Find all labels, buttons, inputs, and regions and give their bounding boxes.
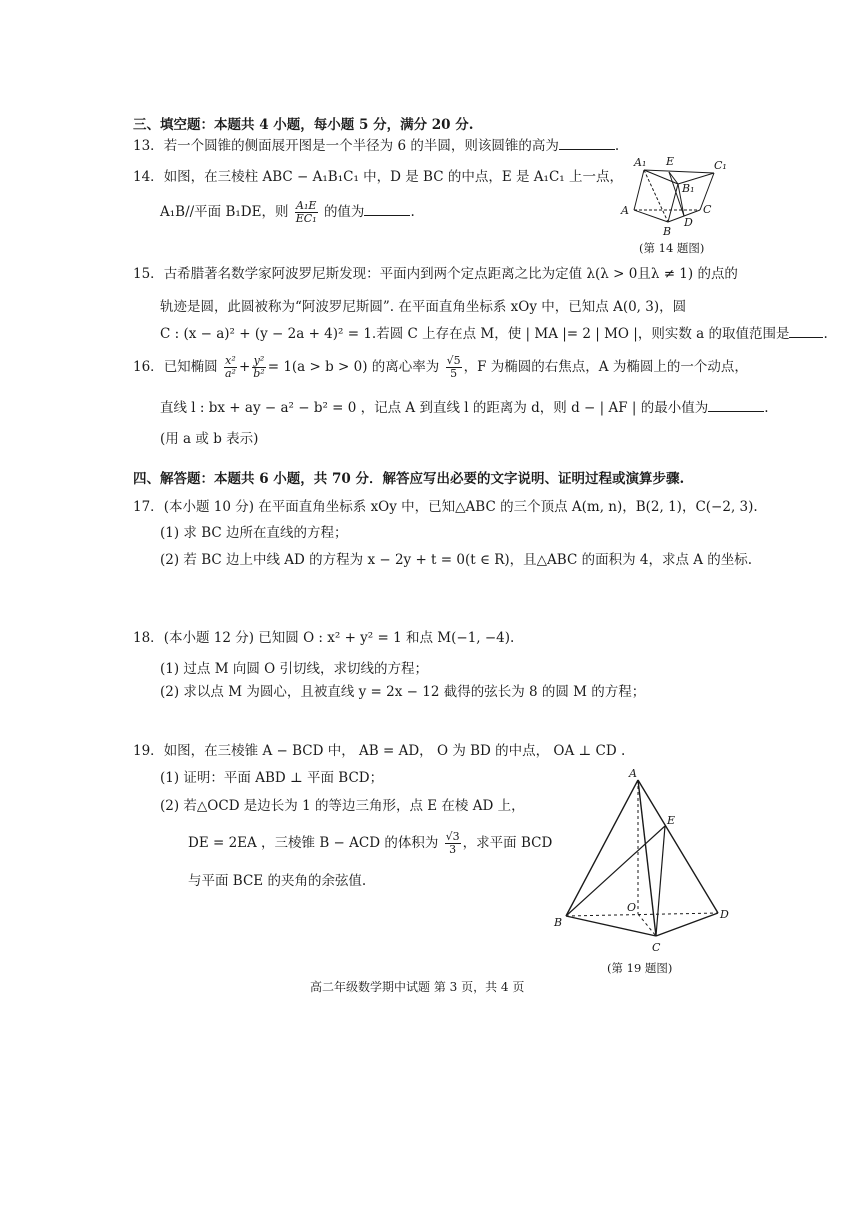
q14-answer-blank [364,215,410,216]
q13-answer-blank [559,149,615,150]
figure-14-caption: (第 14 题图) [639,241,705,255]
label-C1: C₁ [714,159,727,172]
q16-frac-eccentricity: $\frac{√5}{5}$ [446,354,461,380]
question-19-part1: (1) 证明：平面 ABD ⊥ 平面 BCD； [160,770,384,786]
label-B: B [554,916,563,929]
question-18-part2: (2) 求以点 M 为圆心，且被直线 y = 2x − 12 截得的弦长为 8 的圆 M 的方程； [160,684,646,700]
figure-19-tetrahedron [548,764,738,960]
question-19-line1: 19．如图，在三棱锥 A − BCD 中， AB = AD， O 为 BD 的中点， OA ⊥ CD . [133,743,626,759]
q15-number: 15． [133,266,164,282]
label-E: E [666,155,675,168]
question-15-line1: 15．古希腊著名数学家阿波罗尼斯发现：平面内到两个定点距离之比为定值 λ(λ > 0且λ ≠ 1) 的点的 [133,266,738,282]
q17-number: 17． [133,499,164,515]
question-18-line1: 18．(本小题 12 分) 已知圆 O : x² + y² = 1 和点 M(−1, −4). [133,630,515,646]
question-17-part2: (2) 若 BC 边上中线 AD 的方程为 x − 2y + t = 0(t ∈ R)，且△ABC 的面积为 4，求点 A 的坐标. [160,552,753,568]
question-16-line2: 直线 l : bx + ay − a² − b² = 0 ，记点 A 到直线 l 的距离为 d，则 d − | AF | 的最小值为 . [160,400,769,416]
q16-frac-y: $\frac{\text{y²}}{\text{b²}}$ [253,354,265,380]
label-C: C [703,203,712,216]
label-E: E [667,814,676,827]
label-A: A [629,767,637,780]
figure-14-prism [612,152,732,238]
question-19-part2-line3: 与平面 BCE 的夹角的余弦值. [188,873,367,889]
q16-number: 16． [133,359,164,375]
question-15-line2: 轨迹是圆，此圆被称为“阿波罗尼斯圆”. 在平面直角坐标系 xOy 中，已知点 A(0, 3)，圆 [160,299,687,315]
question-16-line3: (用 a 或 b 表示) [160,431,259,447]
question-13: 13．若一个圆锥的侧面展开图是一个半径为 6 的半圆，则该圆锥的高为 . [133,138,620,154]
q18-number: 18． [133,630,164,646]
q19-volume-fraction: $\frac{√3}{3}$ [445,830,460,856]
question-19-part2: (2) 若△OCD 是边长为 1 的等边三角形，点 E 在棱 AD 上， [160,798,525,814]
question-17-part1: (1) 求 BC 边所在直线的方程； [160,525,348,541]
q15-answer-blank [789,337,823,338]
question-14-line2: A₁B//平面 B₁DE，则 $\frac{\text{A₁E}}{\text{EC₁}}$ 的值为 . [160,199,415,225]
label-C: C [652,941,661,954]
q14-number: 14． [133,169,164,185]
q13-text: 若一个圆锥的侧面展开图是一个半径为 6 的半圆，则该圆锥的高为 [163,138,559,154]
question-18-part1: (1) 过点 M 向圆 O 引切线，求切线的方程； [160,661,428,677]
label-O: O [627,901,637,914]
figure-19-caption: (第 19 题图) [607,961,673,975]
label-B1: B₁ [682,182,695,195]
section3-heading: 三、填空题：本题共 4 小题，每小题 5 分，满分 20 分. [133,117,474,133]
q16-frac-x: $\frac{\text{x²}}{\text{a²}}$ [224,354,236,380]
label-A1: A₁ [634,156,647,169]
label-D: D [684,216,693,229]
label-A: A [621,204,629,217]
label-B: B [663,225,672,238]
q16-answer-blank [708,411,764,412]
section4-heading: 四、解答题：本题共 6 小题，共 70 分．解答应写出必要的文字说明、证明过程或演算步骤. [133,471,685,487]
question-19-part2-line2: DE = 2EA ，三棱锥 B − ACD 的体积为 $\frac{√3}{3}$ ，求平面 BCD [188,830,553,856]
question-14-line1 [133,168,623,186]
q19-number: 19． [133,743,164,759]
q14-text-line1: 如图，在三棱柱 ABC − A₁B₁C₁ 中，D 是 BC 的中点，E 是 A₁C₁ 上一点， [163,169,623,185]
question-16-line1: 16．已知椭圆 $\frac{\text{x²}}{\text{a²}}$ + $\frac{\text{y²}}{\text{b²}}$ = 1(a > b > 0) 的离心率为 $\frac{√5}{5}$ ，F 为椭圆的右焦点，A 为椭圆上的一个动点， [133,354,748,380]
page-footer: 高二年级数学期中试题 第 3 页，共 4 页 [310,980,525,994]
q13-number: 13． [133,138,164,154]
label-D: D [720,908,729,921]
q14-ratio-fraction: $\frac{\text{A₁E}}{\text{EC₁}}$ [295,199,317,225]
question-17-line1: 17．(本小题 10 分) 在平面直角坐标系 xOy 中，已知△ABC 的三个顶点 A(m, n)，B(2, 1)，C(−2, 3). [133,499,758,515]
question-15-line3: C : (x − a)² + (y − 2a + 4)² = 1.若圆 C 上存在点 M，使 | MA |= 2 | MO |，则实数 a 的取值范围是 . [160,326,828,342]
